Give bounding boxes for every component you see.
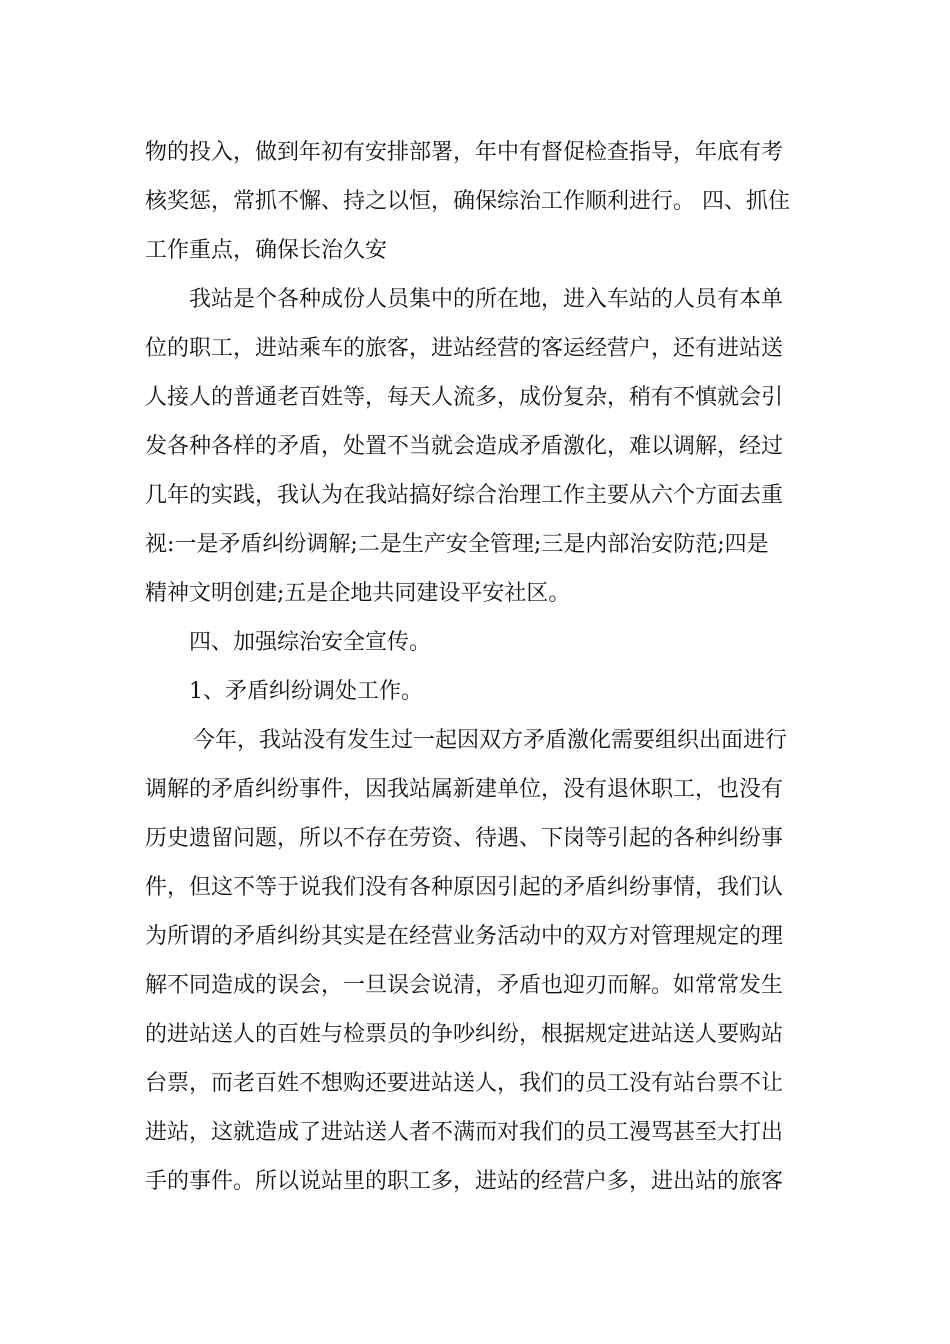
text-line: 解不同造成的误会，一旦误会说清，矛盾也迎刃而解。如常常发生	[145, 973, 784, 998]
text-line: 物的投入，做到年初有安排部署，年中有督促检查指导，年底有考	[145, 140, 784, 165]
text-line: 几年的实践，我认为在我站搞好综合治理工作主要从六个方面去重	[145, 483, 784, 508]
text-line: 的进站送人的百姓与检票员的争吵纠纷，根据规定进站送人要购站	[145, 1022, 784, 1047]
text-line: 精神文明创建;五是企地共同建设平安社区。	[145, 581, 571, 606]
text-line: 进站，这就造成了进站送人者不满而对我们的员工漫骂甚至大打出	[145, 1120, 784, 1145]
text-line: 视:一是矛盾纠纷调解;二是生产安全管理;三是内部治安防范;四是	[145, 532, 769, 557]
text-line: 件，但这不等于说我们没有各种原因引起的矛盾纠纷事情，我们认	[145, 875, 784, 900]
text-line: 发各种各样的矛盾，处置不当就会造成矛盾激化，难以调解，经过	[145, 434, 784, 459]
text-line: 为所谓的矛盾纠纷其实是在经营业务活动中的双方对管理规定的理	[145, 924, 784, 949]
text-line: 调解的矛盾纠纷事件，因我站属新建单位，没有退休职工，也没有	[145, 777, 784, 802]
text-line: 人接人的普通老百姓等，每天人流多，成份复杂，稍有不慎就会引	[145, 385, 784, 410]
section-heading: 四、加强综治安全宣传。	[189, 630, 432, 655]
paragraph-first-line: 今年，我站没有发生过一起因双方矛盾激化需要组织出面进行	[193, 728, 788, 753]
paragraph-first-line: 我站是个各种成份人员集中的所在地，进入车站的人员有本单	[189, 287, 784, 312]
text-line: 台票，而老百姓不想购还要进站送人，我们的员工没有站台票不让	[145, 1071, 784, 1096]
document-body	[145, 128, 805, 1206]
text-line: 历史遗留问题，所以不存在劳资、待遇、下岗等引起的各种纠纷事	[145, 826, 784, 851]
text-line: 位的职工，进站乘车的旅客，进站经营的客运经营户，还有进站送	[145, 336, 784, 361]
subsection-heading: 1、矛盾纠纷调处工作。	[189, 679, 423, 704]
text-line: 工作重点，确保长治久安	[145, 238, 388, 263]
text-line: 核奖惩，常抓不懈、持之以恒，确保综治工作顺利进行。 四、抓住	[145, 189, 790, 214]
text-line: 手的事件。所以说站里的职工多，进站的经营户多，进出站的旅客	[145, 1169, 784, 1194]
